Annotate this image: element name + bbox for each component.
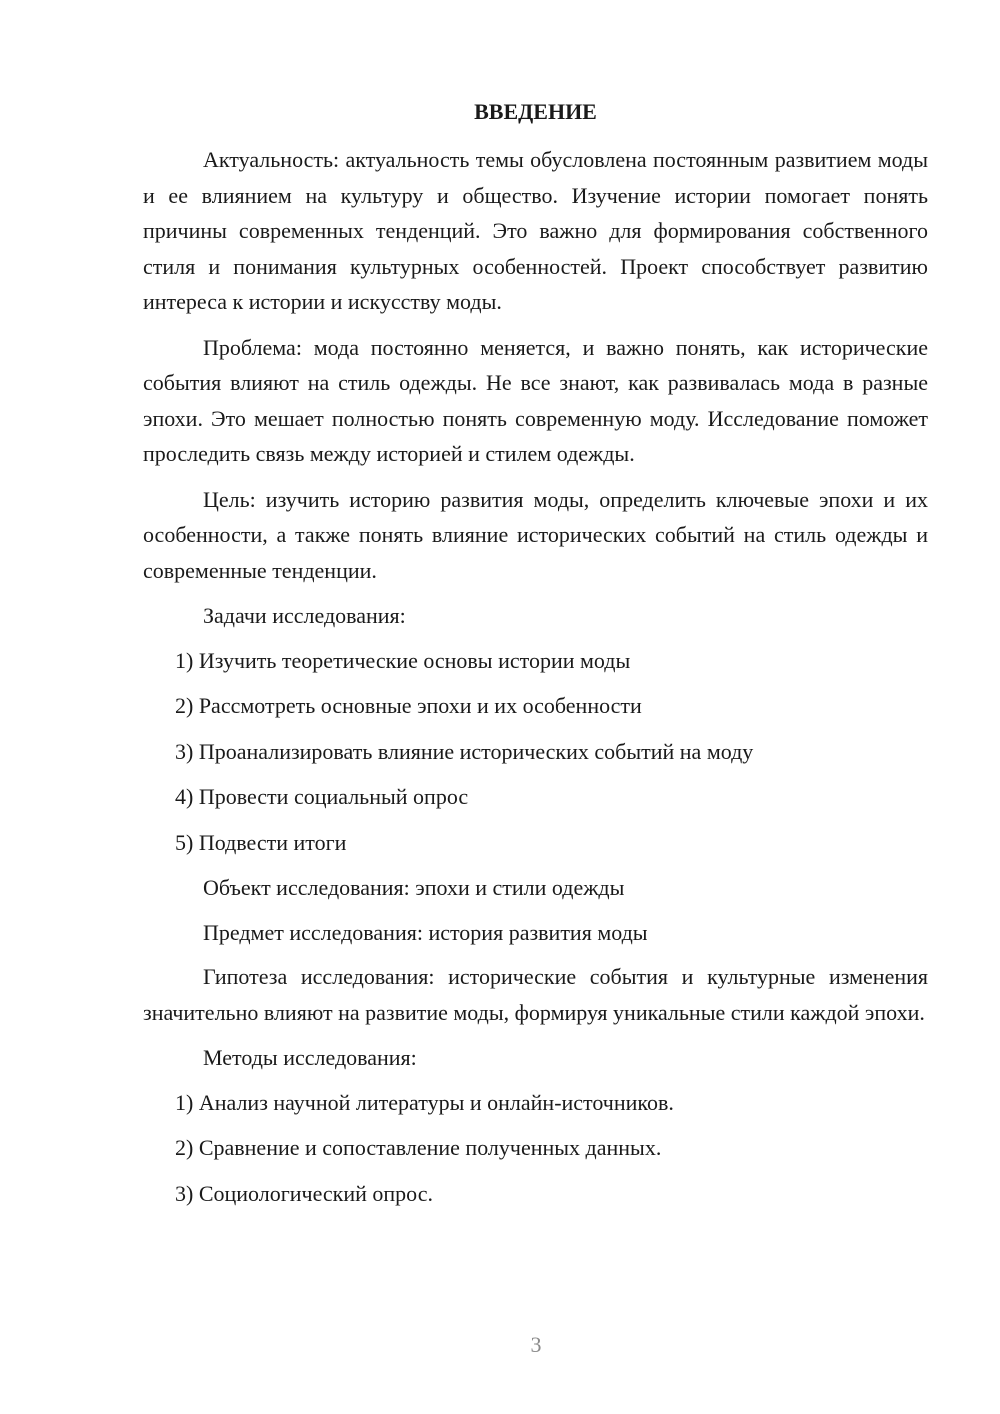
task-item: 4) Провести социальный опрос	[175, 784, 469, 809]
method-item: 1) Анализ научной литературы и онлайн-источников.	[175, 1089, 674, 1115]
method-item: 3) Социологический опрос.	[175, 1180, 433, 1206]
task-item: 1) Изучить теоретические основы истории моды	[175, 647, 631, 673]
page-number: 3	[530, 1332, 542, 1357]
hypothesis-paragraph: Гипотеза исследования: исторические события и культурные изменения значительно влияют на развитие моды, формируя уникальные стили каждой эпохи.	[143, 964, 928, 1025]
methods-list	[143, 1085, 928, 1212]
object-paragraph: Объект исследования: эпохи и стили одежды	[203, 875, 625, 900]
task-item: 5) Подвести итоги	[175, 829, 347, 855]
page-content	[143, 92, 928, 1221]
problem-paragraph: Проблема: мода постоянно меняется, и важно понять, как исторические события влияют на стиль одежды. Не все знают, как развивалась мода в разные эпохи. Это мешает полностью понять современную моду. Исследование поможет проследить связь между историей и стилем одежды.	[143, 334, 928, 466]
task-item: 2) Рассмотреть основные эпохи и их особенности	[175, 693, 642, 718]
subject-paragraph: Предмет исследования: история развития моды	[203, 919, 648, 945]
task-item: 3) Проанализировать влияние исторических событий на моду	[175, 738, 754, 764]
tasks-list	[143, 643, 928, 861]
method-item: 2) Сравнение и сопоставление полученных данных.	[175, 1135, 662, 1160]
relevance-paragraph: Актуальность: актуальность темы обусловлена постоянным развитием моды и ее влиянием на культуру и общество. Изучение истории помогает понять причины современных тенденций. Это важно для формирования собственного стиля и понимания культурных особенностей. Проект способствует развитию интереса к истории и искусству моды.	[143, 147, 928, 314]
tasks-heading: Задачи исследования:	[203, 603, 406, 628]
methods-heading: Методы исследования:	[203, 1045, 417, 1070]
page-title: ВВЕДЕНИЕ	[474, 99, 597, 124]
goal-paragraph: Цель: изучить историю развития моды, определить ключевые эпохи и их особенности, а также понять влияние исторических событий на стиль одежды и современные тенденции.	[143, 486, 928, 583]
